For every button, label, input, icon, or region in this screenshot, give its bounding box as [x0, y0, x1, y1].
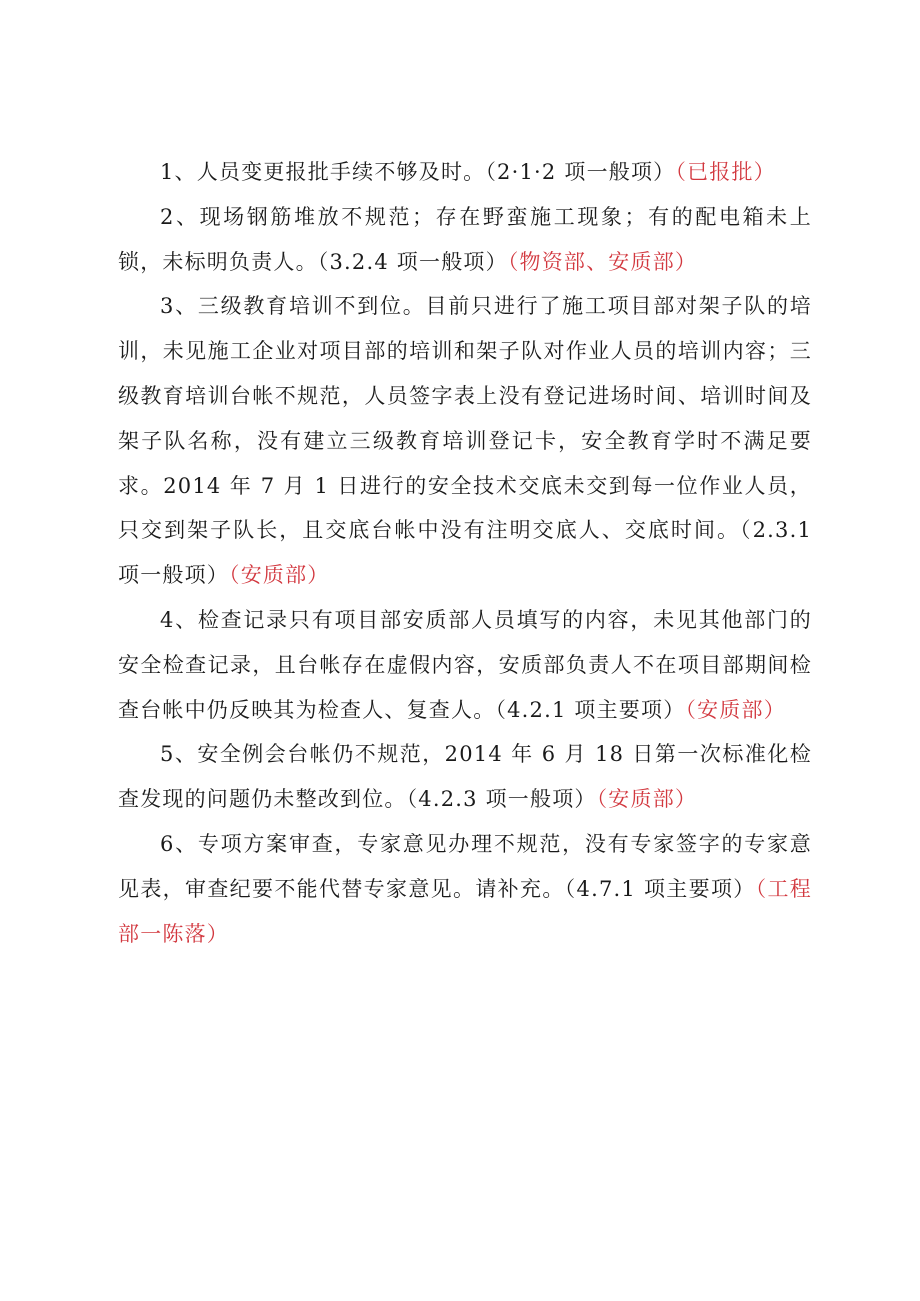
item-3 [118, 284, 812, 598]
item-1 [118, 150, 812, 195]
item-4-dept: （安质部） [685, 697, 786, 722]
item-4-text: 4、检查记录只有项目部安质部人员填写的内容，未见其他部门的安全检查记录，且台帐存在虚假内容，安质部负责人不在项目部期间检查台帐中仍反映其为检查人、复查人。（4.2.1 项主要项） [118, 607, 812, 722]
item-4 [118, 598, 812, 732]
item-3-text: 3、三级教育培训不到位。目前只进行了施工项目部对架子队的培训，未见施工企业对项目部的培训和架子队对作业人员的培训内容；三级教育培训台帐不规范，人员签字表上没有登记进场时间、培训时间及架子队名称，没有建立三级教育培训登记卡，安全教育学时不满足要求。2014 年 7 月 1 日进行的安全技术交底未交到每一位作业人员，只交到架子队长，且交底台帐中没有注明交底人、交底时间。（2.3.1 项一般项） [118, 294, 812, 588]
item-2-text: 2、现场钢筋堆放不规范；存在野蛮施工现象；有的配电箱未上锁，未标明负责人。（3.2.4 项一般项） [118, 204, 812, 274]
item-1-text: 1、人员变更报批手续不够及时。（2·1·2 项一般项） [160, 160, 676, 184]
item-5-dept: （安质部） [596, 787, 698, 812]
item-1-dept: （已报批） [675, 160, 776, 184]
item-6 [118, 822, 812, 956]
item-2-dept: （物资部、安质部） [507, 249, 698, 274]
item-2 [118, 195, 812, 285]
item-6-text: 6、专项方案审查，专家意见办理不规范，没有专家签字的专家意见表，审查纪要不能代替专家意见。请补充。（4.7.1 项主要项） [118, 831, 812, 901]
document-body [118, 150, 812, 956]
item-5-text: 5、安全例会台帐仍不规范，2014 年 6 月 18 日第一次标准化检查发现的问题仍未整改到位。（4.2.3 项一般项） [118, 742, 812, 812]
item-3-dept: （安质部） [229, 563, 330, 588]
item-5 [118, 732, 812, 822]
item-6-dept: （工程部一陈落） [118, 876, 812, 946]
